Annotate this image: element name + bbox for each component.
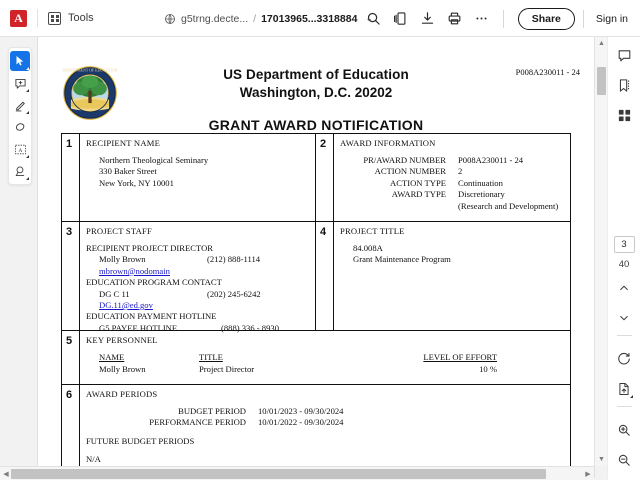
zoom-in-icon[interactable] (612, 418, 636, 442)
horizontal-scroll-thumb[interactable] (11, 469, 546, 479)
award-field-value: 2 (458, 166, 463, 177)
staff-email-row (86, 300, 309, 311)
form-row-2 (62, 222, 570, 331)
chevron-down-icon[interactable] (612, 306, 636, 330)
column-header-name: NAME (99, 352, 125, 362)
header-agency: US Department of Education (223, 67, 409, 82)
award-field (340, 189, 564, 200)
box-3-number: 3 (66, 226, 73, 238)
zoom-out-icon[interactable] (612, 448, 636, 472)
award-field-label: AWARD TYPE (391, 189, 446, 200)
add-text-tool[interactable] (10, 139, 30, 159)
staff-row (86, 289, 309, 300)
box-1-rule (79, 134, 80, 221)
print-icon[interactable] (441, 5, 468, 32)
box-2-heading: AWARD INFORMATION (340, 138, 436, 148)
recipient-line: 330 Baker Street (99, 166, 157, 177)
pdf-page (38, 37, 594, 477)
column-header-title: TITLE (199, 352, 223, 362)
personnel-level-of-effort: 10 % (479, 363, 497, 374)
recipient-line: New York, NY 10001 (99, 177, 174, 188)
total-pages-label: 40 (618, 259, 630, 270)
horizontal-scrollbar[interactable] (0, 466, 594, 480)
document-header (38, 67, 594, 133)
future-budget-periods-heading: FUTURE BUDGET PERIODS (86, 435, 195, 446)
toolbar-divider-2 (503, 10, 504, 28)
box-4-project-title (316, 222, 570, 330)
key-personnel-header-row (86, 352, 564, 364)
globe-icon (164, 13, 176, 25)
breadcrumb (164, 0, 373, 37)
acrobat-logo[interactable]: A (10, 10, 27, 27)
form-row-1 (62, 134, 570, 222)
box-5-rule (79, 331, 80, 384)
award-field-label: PR/AWARD NUMBER (363, 155, 446, 165)
box-5-key-personnel (62, 331, 570, 384)
breadcrumb-separator: / (253, 12, 257, 25)
box-4-rule (333, 222, 334, 330)
award-type-note: (Research and Development) (458, 200, 559, 211)
rotate-icon[interactable] (612, 347, 636, 371)
box-5-number: 5 (66, 335, 73, 347)
erase-tool[interactable] (10, 117, 30, 137)
highlight-draw-tool[interactable] (10, 95, 30, 115)
form-row-4 (62, 385, 570, 472)
project-cfda: 84.008A (353, 243, 383, 253)
header-city: Washington, D.C. 20202 (239, 85, 393, 100)
personnel-title: Project Director (199, 363, 255, 374)
scroll-up-arrow-icon[interactable]: ▲ (598, 40, 605, 47)
staff-group-label: EDUCATION PAYMENT HOTLINE (86, 311, 217, 322)
table-row (86, 364, 564, 376)
staff-name: G5 PAYEE HOTLINE (99, 322, 178, 333)
award-type-note-row (340, 201, 564, 212)
box-1-number: 1 (66, 138, 73, 150)
scroll-down-arrow-icon[interactable]: ▼ (598, 456, 605, 463)
page-award-number: P008A230011 - 24 (515, 67, 580, 77)
award-period-row (86, 406, 564, 417)
award-period-label: BUDGET PERIOD (178, 406, 246, 416)
breadcrumb-file[interactable]: 17013965...3318884 (261, 12, 358, 25)
tool-expand-caret-icon (630, 395, 633, 398)
staff-group-label: RECIPIENT PROJECT DIRECTOR (86, 243, 214, 253)
staff-name: Molly Brown (99, 254, 146, 265)
tool-expand-caret-icon (26, 111, 29, 114)
award-field-label: ACTION TYPE (390, 177, 446, 188)
box-2-award-information (316, 134, 570, 221)
document-viewport[interactable] (0, 37, 607, 480)
award-period-label: PERFORMANCE PERIOD (149, 417, 246, 428)
box-6-heading: AWARD PERIODS (86, 389, 158, 399)
box-4-number: 4 (320, 226, 327, 238)
comments-panel-icon[interactable] (612, 43, 636, 67)
box-1-recipient-name (62, 134, 316, 221)
vertical-scrollbar[interactable] (594, 37, 607, 466)
award-period-value: 10/01/2022 - 09/30/2024 (258, 417, 344, 428)
chevron-down-icon[interactable]: ⌄ (365, 13, 373, 23)
box-5-heading: KEY PERSONNEL (86, 335, 158, 345)
award-field-label: ACTION NUMBER (374, 166, 446, 177)
box-1-heading: RECIPIENT NAME (86, 138, 161, 148)
scroll-left-arrow-icon[interactable]: ◀ (3, 471, 9, 478)
box-3-project-staff (62, 222, 316, 333)
top-toolbar (0, 0, 640, 37)
column-header-level-of-effort: LEVEL OF EFFORT (423, 352, 497, 362)
tool-expand-caret-icon (26, 89, 29, 92)
scroll-right-arrow-icon[interactable]: ▶ (585, 471, 591, 478)
vertical-scroll-thumb[interactable] (597, 67, 606, 95)
award-field (340, 155, 564, 166)
award-note-spacer (340, 201, 458, 212)
sign-in-button[interactable]: Sign in (595, 12, 628, 25)
box-2-rule (333, 134, 334, 221)
staff-phone: (202) 245-6242 (207, 288, 261, 299)
box-3-rule (79, 222, 80, 330)
staff-phone: (212) 888-1114 (207, 254, 261, 265)
right-rail-divider (617, 335, 632, 336)
award-field-value: P008A230011 - 24 (458, 155, 524, 165)
box-3-heading: PROJECT STAFF (86, 226, 152, 236)
staff-row (86, 254, 309, 265)
select-cursor-tool[interactable] (10, 51, 30, 71)
search-icon[interactable] (360, 5, 387, 32)
staff-email-link[interactable]: mbrown@nodomain (99, 265, 170, 276)
personnel-name: Molly Brown (99, 363, 146, 374)
box-6-number: 6 (66, 389, 73, 401)
right-tool-rail (607, 37, 640, 480)
add-comment-tool[interactable] (10, 73, 30, 93)
tool-expand-caret-icon (26, 67, 29, 70)
future-budget-periods-value: N/A (86, 454, 101, 465)
award-period-row (86, 417, 564, 428)
box-6-rule (79, 385, 80, 471)
award-field-value: Continuation (458, 177, 503, 188)
stamp-signature-tool[interactable] (10, 161, 30, 181)
staff-email-link[interactable]: DG.11@ed.gov (99, 300, 153, 311)
project-program: Grant Maintenance Program (353, 254, 451, 265)
gan-form-grid (61, 133, 571, 472)
tools-label: Tools (68, 12, 94, 24)
toolbar-right-actions (360, 0, 632, 37)
svg-text:DEPARTMENT OF EDUCATION: DEPARTMENT OF EDUCATION (62, 68, 118, 73)
download-icon[interactable] (414, 5, 441, 32)
breadcrumb-folder[interactable]: g5trng.decte... (181, 12, 249, 25)
bookmarks-panel-icon[interactable] (612, 73, 636, 97)
toolbar-divider-3 (583, 10, 584, 28)
tools-button[interactable] (48, 12, 94, 25)
svg-text:A: A (18, 147, 22, 154)
copy-pages-icon[interactable] (387, 5, 414, 32)
page-number-input[interactable]: 3 (614, 236, 635, 253)
box-6-award-periods (62, 385, 570, 471)
form-row-3 (62, 331, 570, 385)
award-period-value: 10/01/2023 - 09/30/2024 (258, 406, 344, 416)
staff-name: DG C 11 (99, 288, 130, 299)
right-rail-divider-2 (617, 406, 632, 407)
staff-phone: (888) 336 - 8930 (221, 322, 279, 333)
share-button[interactable]: Share (518, 8, 575, 30)
box-2-number: 2 (320, 138, 327, 150)
fit-page-icon[interactable] (612, 377, 636, 401)
more-options-icon[interactable] (468, 5, 495, 32)
page-title: GRANT AWARD NOTIFICATION (208, 117, 424, 133)
award-field (340, 178, 564, 189)
staff-email-row (86, 266, 309, 277)
staff-group-label: EDUCATION PROGRAM CONTACT (86, 277, 222, 288)
page-thumbnails-icon[interactable] (612, 103, 636, 127)
box-4-heading: PROJECT TITLE (340, 226, 405, 236)
tool-expand-caret-icon (26, 155, 29, 158)
tools-grid-icon (48, 12, 61, 25)
tool-expand-caret-icon (26, 177, 29, 180)
award-field-value: Discretionary (458, 189, 505, 200)
toolbar-divider (37, 9, 38, 27)
left-tool-rail (8, 47, 32, 185)
chevron-up-icon[interactable] (612, 276, 636, 300)
award-field (340, 166, 564, 177)
recipient-line: Northern Theological Seminary (99, 155, 209, 165)
